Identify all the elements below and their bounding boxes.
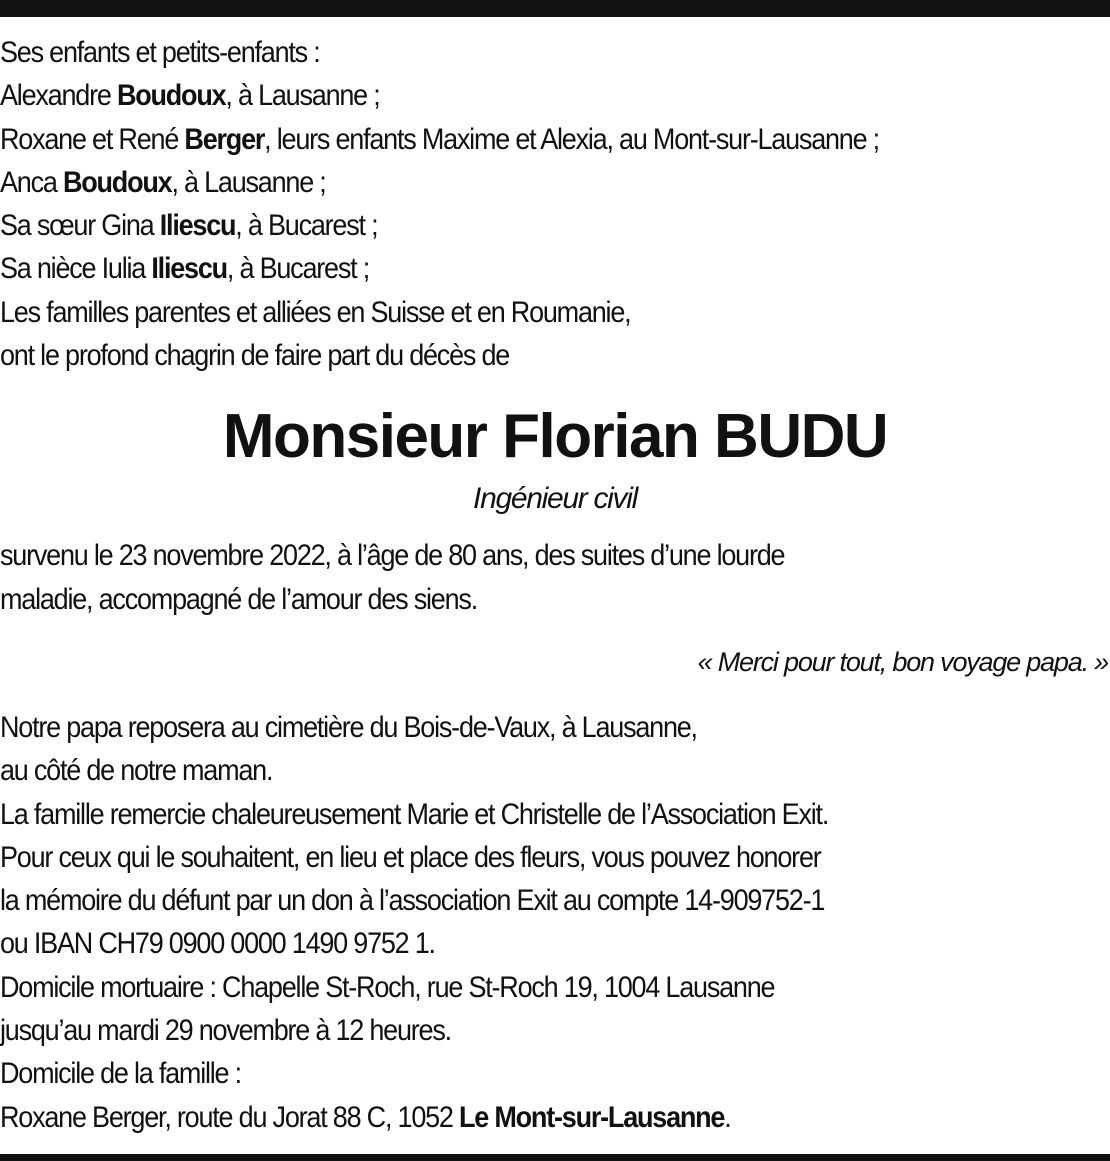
address-town: Le Mont-sur-Lausanne [459,1100,725,1134]
address-street: Roxane Berger, route du Jorat 88 C, 1052 [0,1100,460,1134]
member-first-name: Anca [0,165,63,199]
deceased-profession: Ingénieur civil [473,482,637,516]
details-line: Notre papa reposera au cimetière du Bois-de-Vaux, à Lausanne, [0,710,697,744]
family-member-line [0,118,1110,161]
details-line: jusqu’au mardi 29 novembre à 12 heures. [0,1014,451,1048]
member-location: , à Bucarest ; [226,252,369,286]
intro-line: Ses enfants et petits-enfants : [0,36,320,69]
member-location: , à Lausanne ; [171,165,326,199]
details-line: La famille remercie chaleureusement Marie et Christelle de l’Association Exit. [0,797,829,831]
member-first-name: Alexandre [0,79,117,113]
member-location: , à Lausanne ; [225,79,380,113]
death-notice [0,534,1110,621]
member-surname: Iliescu [151,252,227,286]
family-list [0,31,1110,377]
details-line: Pour ceux qui le souhaitent, en lieu et place des fleurs, vous pouvez honorer [0,840,821,874]
member-surname: Boudoux [116,79,226,113]
top-border-rule [0,0,1110,17]
member-first-name: Sa sœur Gina [0,209,160,243]
obituary-notice [0,31,1110,1139]
family-member-line [0,161,1110,204]
family-line: Les familles parentes et alliées en Suisse et en Roumanie, [0,295,631,329]
address-end: . [724,1100,731,1134]
bottom-border-rule [0,1154,1110,1161]
family-member-line [0,247,1110,290]
member-surname: Berger [184,122,265,156]
member-surname: Iliescu [159,209,236,243]
death-notice-line: maladie, accompagné de l’amour des siens. [0,582,477,616]
deceased-name: Monsieur Florian BUDU [222,402,888,472]
member-surname: Boudoux [62,165,172,199]
announcement-line: ont le profond chagrin de faire part du décès de [0,339,510,373]
details-line: la mémoire du défunt par un don à l’association Exit au compte 14-909752-1 [0,884,825,918]
spacer [0,682,1110,706]
details-line: au côté de notre maman. [0,754,273,788]
member-first-name: Roxane et René [0,122,185,156]
details-line: Domicile de la famille : [0,1057,241,1091]
funeral-details [0,706,1110,1139]
family-member-line [0,74,1110,117]
death-notice-line: survenu le 23 novembre 2022, à l’âge de 80 ans, des suites d’une lourde [0,539,785,573]
details-line: Domicile mortuaire : Chapelle St-Roch, rue St-Roch 19, 1004 Lausanne [0,970,775,1004]
details-line: ou IBAN CH79 0900 0000 1490 9752 1. [0,927,435,961]
member-location: , à Bucarest ; [235,209,378,243]
farewell-quote: « Merci pour tout, bon voyage papa. » [697,646,1108,677]
spacer [0,519,1110,534]
family-member-line [0,204,1110,247]
member-first-name: Sa nièce Iulia [0,252,152,286]
member-location: , leurs enfants Maxime et Alexia, au Mont-sur-Lausanne ; [264,122,879,156]
family-address-line [0,1096,1110,1139]
